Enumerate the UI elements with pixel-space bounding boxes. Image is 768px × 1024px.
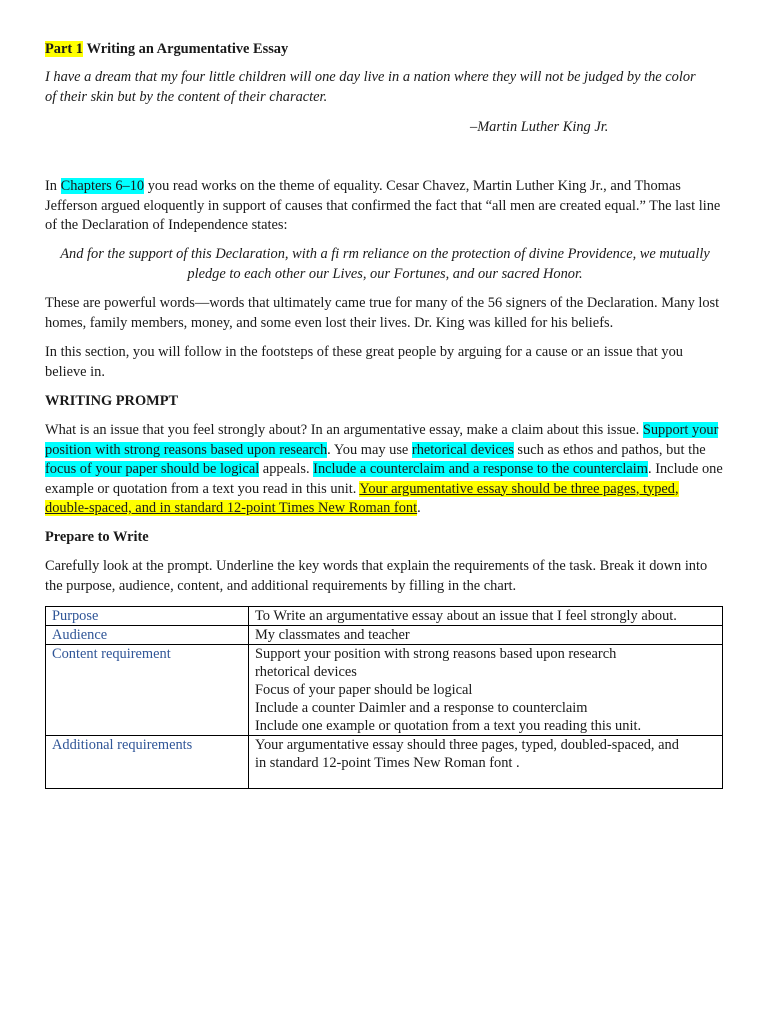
content-line: Include a counter Daimler and a response to counterclaim <box>255 700 588 716</box>
chart-row-purpose <box>46 607 723 626</box>
chart-label-additional: Additional requirements <box>46 736 249 789</box>
chart-value-additional <box>249 736 723 789</box>
heading-title: Writing an Argumentative Essay <box>86 41 289 57</box>
content-line: Include one example or quotation from a text you reading this unit. <box>255 718 642 734</box>
requirements-chart <box>45 606 723 789</box>
page-heading <box>45 40 725 60</box>
prompt-text-5: . Include one example or quotation from a text you read in this unit. <box>45 461 723 497</box>
chart-value-content <box>249 645 723 736</box>
purpose-line: To Write an argumentative essay about an issue that I feel strongly about. <box>255 608 677 624</box>
prompt-text-6: . <box>417 500 421 516</box>
content-line: Focus of your paper should be logical <box>255 682 473 698</box>
epigraph-quote: I have a dream that my four little children will one day live in a nation where they will not be judged by the color of their skin but by the content of their character. <box>45 69 696 105</box>
chart-row-content <box>46 645 723 736</box>
prompt-text-4: appeals. <box>259 461 314 477</box>
prompt-highlight-counterclaim: Include a counterclaim and a response to the counterclaim <box>313 461 648 477</box>
additional-line: Your argumentative essay should three pages, typed, doubled-spaced, and <box>255 737 679 753</box>
epigraph-attribution: –Martin Luther King Jr. <box>470 119 609 135</box>
chart-row-additional <box>46 736 723 789</box>
chart-row-audience <box>46 626 723 645</box>
prepare-heading: Prepare to Write <box>45 529 149 545</box>
prompt-highlight-logical: focus of your paper should be logical <box>45 461 260 477</box>
content-line: Support your position with strong reasons based upon research <box>255 646 617 662</box>
intro-paragraph <box>45 177 725 236</box>
powerful-words-paragraph: These are powerful words—words that ultimately came true for many of the 56 signers of the Declaration. Many lost homes, family members, money, and some even lost their lives. Dr. King was killed for his beliefs. <box>45 295 720 331</box>
writing-prompt-paragraph <box>45 421 723 519</box>
additional-line: in standard 12-point Times New Roman font . <box>255 755 520 771</box>
writing-prompt-heading: WRITING PROMPT <box>45 393 179 409</box>
prompt-text-2: . You may use <box>327 441 412 458</box>
chart-label-audience: Audience <box>46 626 249 645</box>
chart-label-content: Content requirement <box>46 645 249 736</box>
prompt-highlight-research: Support your position with strong reasons based upon research <box>45 422 719 458</box>
declaration-quote: And for the support of this Declaration, with a fi rm reliance on the protection of divine Providence, we mutually pledge to each other our Lives, our Fortunes, and our sacred Honor. <box>60 246 710 282</box>
prompt-highlight-format: Your argumentative essay should be three pages, typed, double-spaced, and in standard 12-point Times New Roman font <box>45 480 679 516</box>
chart-value-purpose <box>249 607 723 626</box>
prompt-text-3: such as ethos and pathos, but the <box>513 441 706 458</box>
prompt-text-1: What is an issue that you feel strongly about? In an argumentative essay, make a claim about this issue. <box>45 422 643 438</box>
audience-line: My classmates and teacher <box>255 627 410 643</box>
chapters-highlight: Chapters 6–10 <box>60 178 145 194</box>
intro-prefix: In <box>45 178 61 194</box>
prepare-paragraph: Carefully look at the prompt. Underline the key words that explain the requirements of the task. Break it down into the purpose, audience, content, and additional requirements by filling in the chart. <box>45 558 708 594</box>
intro-text: you read works on the theme of equality. Cesar Chavez, Martin Luther King Jr., and Thomas Jefferson argued eloquently in support of causes that confirmed the fact that “all men are created equal.” The last line of the Declaration of Independence states: <box>45 178 721 233</box>
content-line: rhetorical devices <box>255 664 357 680</box>
chart-value-audience <box>249 626 723 645</box>
prompt-highlight-rhetorical: rhetorical devices <box>411 441 514 458</box>
chart-label-purpose: Purpose <box>46 607 249 626</box>
part-label: Part 1 <box>45 41 83 57</box>
section-paragraph: In this section, you will follow in the footsteps of these great people by arguing for a cause or an issue that you believe in. <box>45 344 683 380</box>
